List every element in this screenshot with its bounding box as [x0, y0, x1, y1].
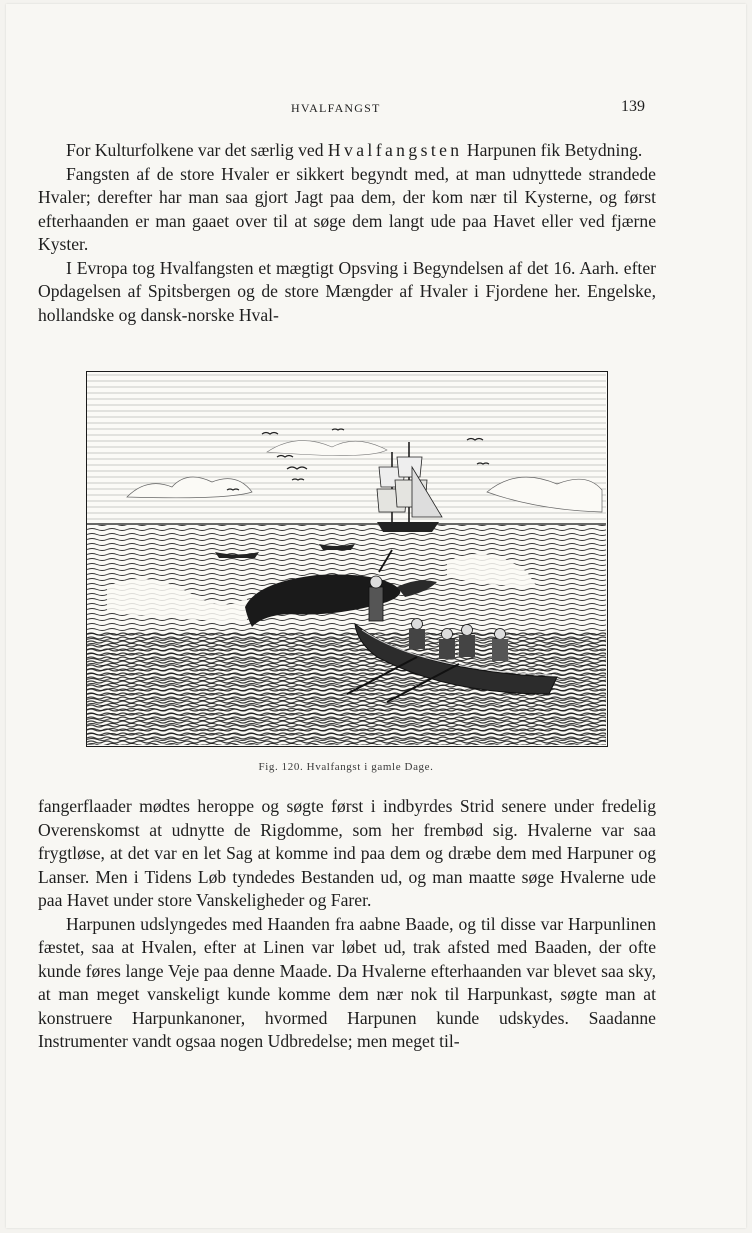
paragraph-1-start: For Kulturfolkene var det særlig ved [66, 140, 328, 160]
paragraph-5: Harpunen udslyngedes med Haanden fra aabne Baade, og til disse var Harpunlinen fæstet, saa at Hvalen, efter at Linen var løbet ud, trak afsted med Baaden, der ofte kunde føres lange Veje paa denne Maade. Da Hvalerne efterhaanden var blevet saa sky, at man meget vanskeligt kunde komme dem nær nok til Harpunkast, søgte man at konstruere Harpunkanoner, hvormed Harpunen kunde udskydes. Saadanne Instrumenter vandt ogsaa nogen Udbredelse; men meget til- [38, 913, 656, 1051]
text-block-bottom [38, 795, 656, 1054]
whaling-illustration [86, 371, 608, 747]
paragraph-4: fangerflaader mødtes heroppe og søgte først i indbyrdes Strid senere under fredelig Overenskomst at udnytte de Rigdomme, som her frembød sig. Hvalerne var saa frygtløse, at det var en let Sag at komme ind paa dem og dræbe dem med Harpuner og Lanser. Men i Tidens Løb tyndedes Bestanden ud, og man maatte søge Hvalerne ude paa Havet under store Vanskeligheder og Farer. [38, 796, 656, 910]
page-number: 139 [621, 98, 645, 115]
page-header [0, 98, 752, 118]
emphasis-hvalfangsten: Hvalfangsten [327, 140, 463, 160]
paragraph-2: Fangsten af de store Hvaler er sikkert begyndt med, at man udnyttede strandede Hvaler; derefter har man saa gjort Jagt paa dem, der kom nær til Kysterne, og først efterhaanden er man gaaet over til at søge dem langt ude paa Havet eller ved fjærne Kyster. [38, 163, 656, 254]
running-title: HVALFANGST [291, 101, 381, 115]
paragraph-3: I Evropa tog Hvalfangsten et mægtigt Opsving i Begyndelsen af det 16. Aarh. efter Opdagelsen af Spitsbergen og de store Mængder af Hvaler i Fjordene her. Engelske, hollandske og dansk-norske Hval- [38, 257, 656, 325]
paragraph-1 [38, 139, 656, 163]
figure-caption: Fig. 120. Hvalfangst i gamle Dage. [258, 761, 434, 773]
text-block-top [38, 139, 656, 327]
paragraph-1-end: Harpunen fik Betydning. [462, 140, 643, 160]
